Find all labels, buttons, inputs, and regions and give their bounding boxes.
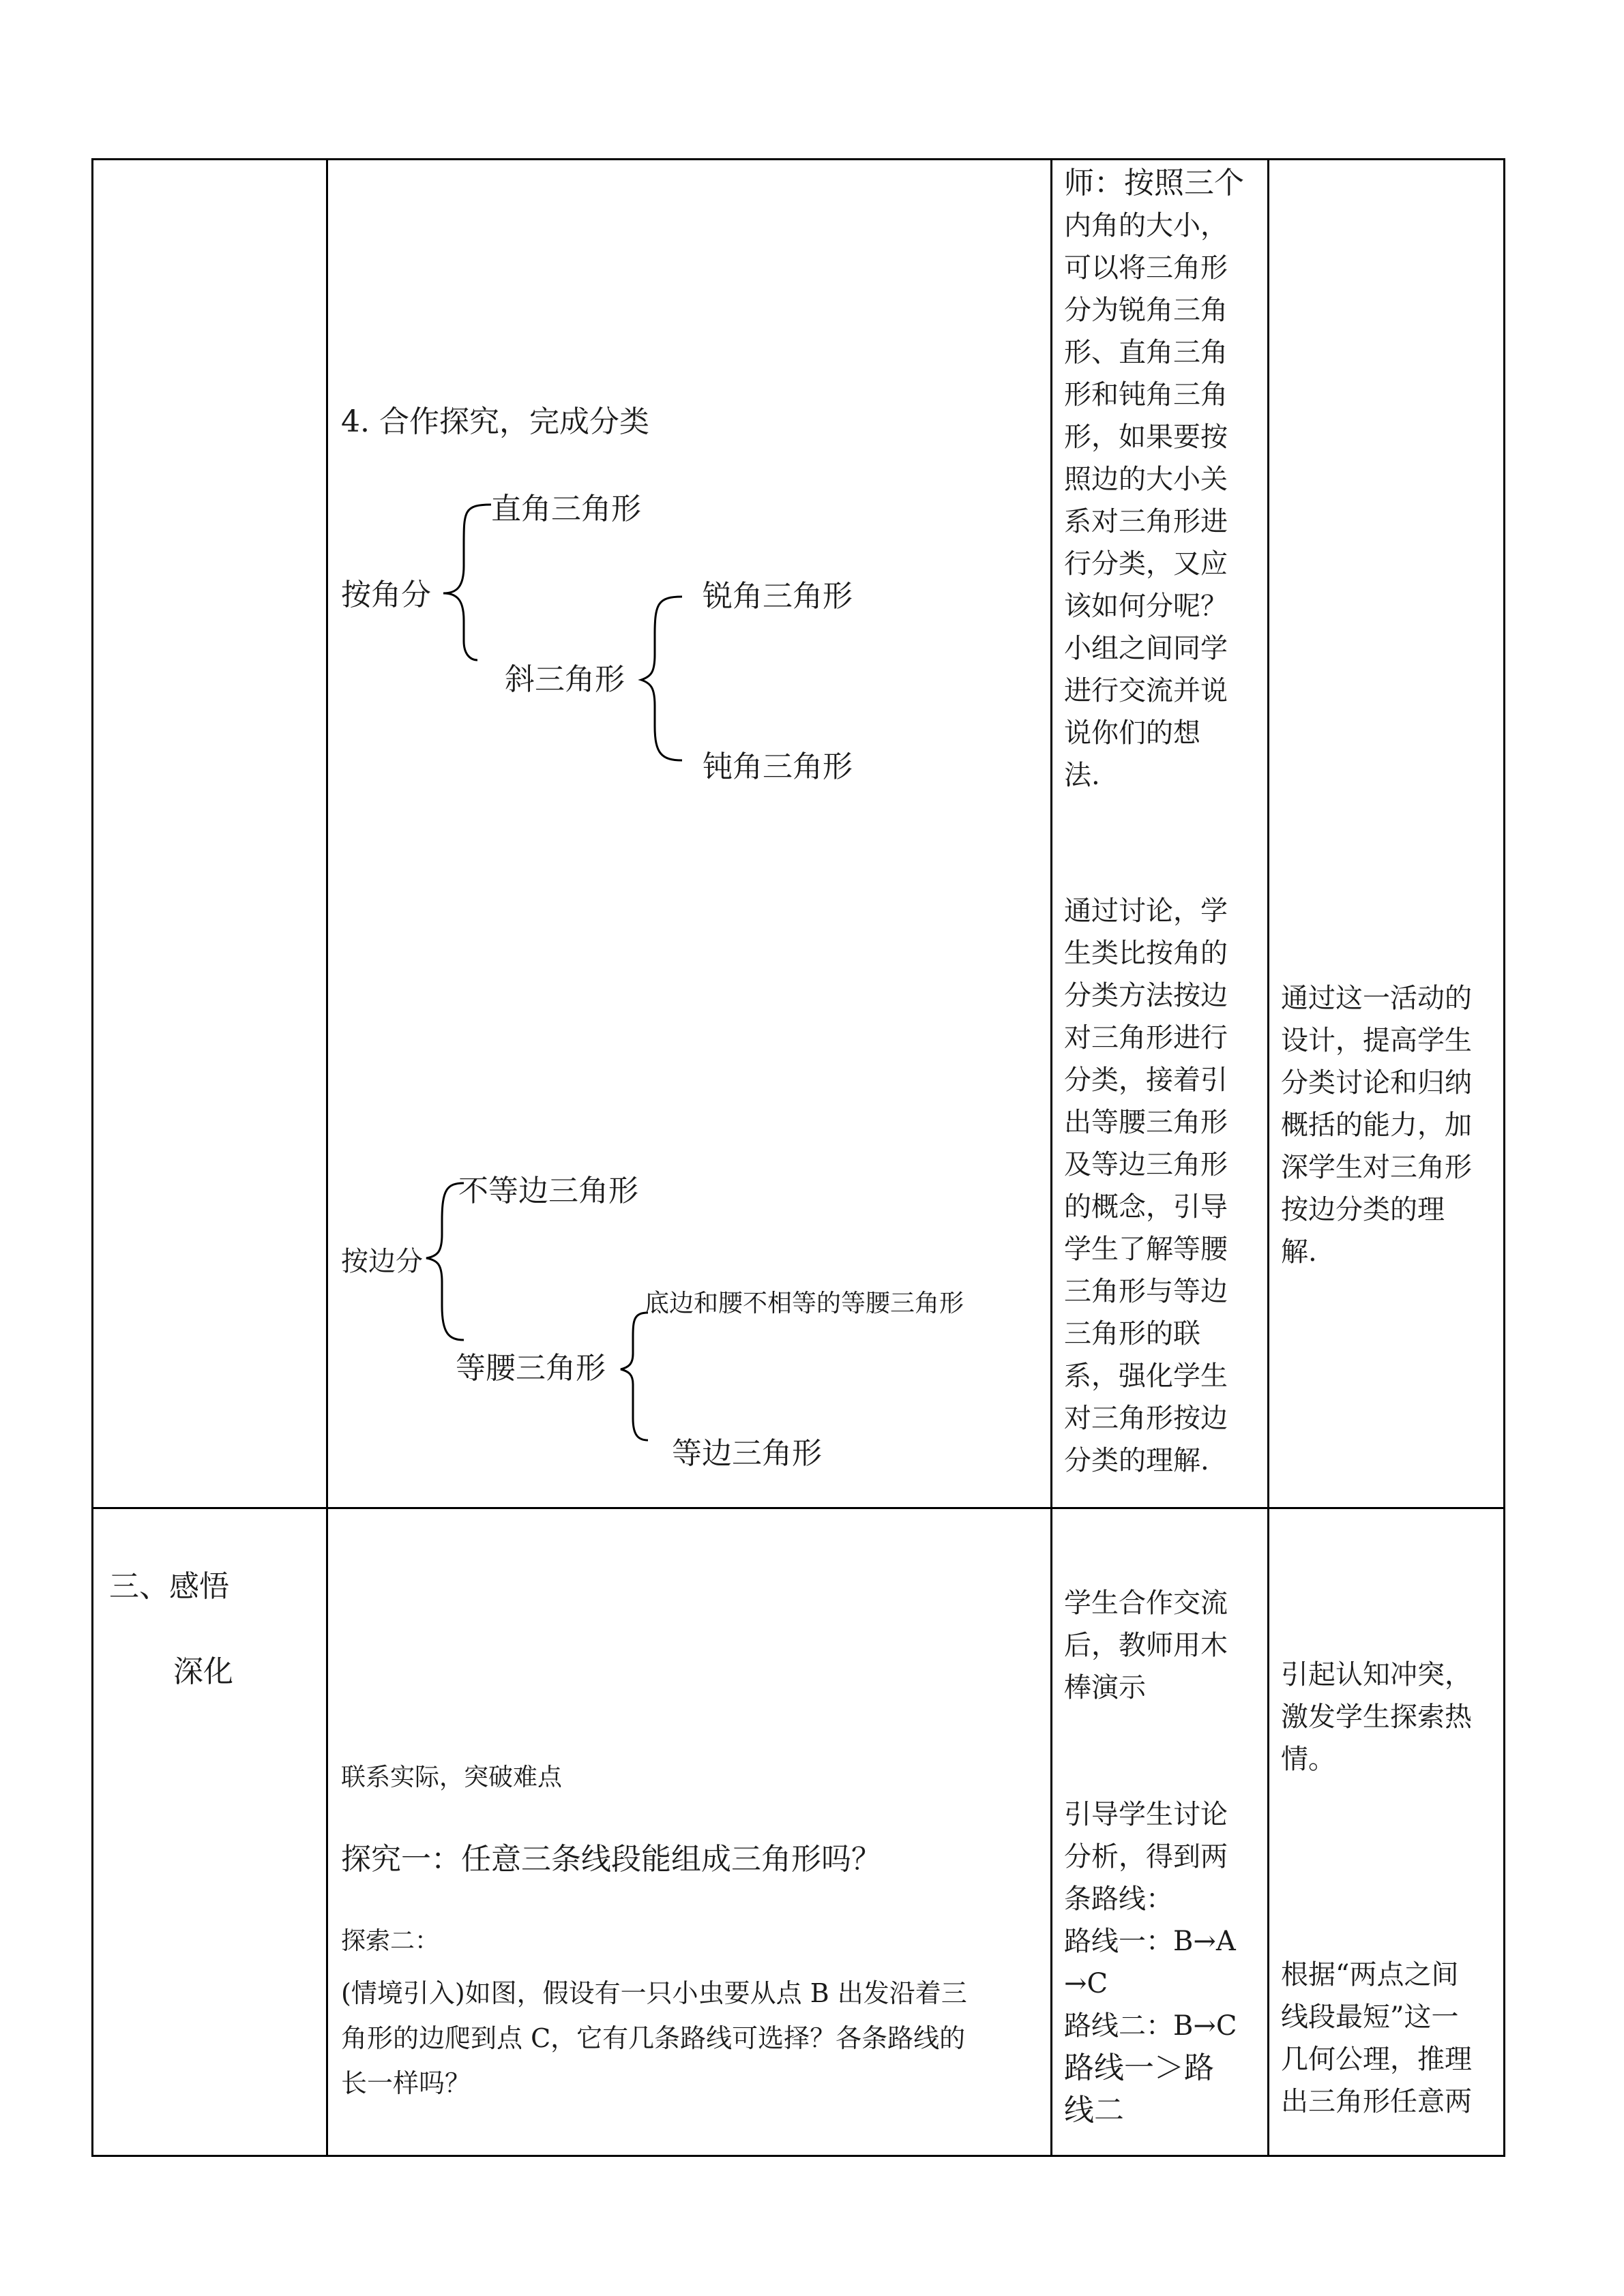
design-intent-1 — [1281, 977, 1499, 1273]
route-one: 路线一：B→A — [1064, 1926, 1236, 1957]
student-line: 生类比按角的 — [1064, 938, 1228, 969]
isosceles-triangle: 等腰三角形 — [456, 1351, 606, 1386]
activity-line: 分析，得到两 — [1064, 1841, 1228, 1873]
activity-line: 学生合作交流 — [1064, 1587, 1228, 1619]
angle-brace — [443, 505, 491, 660]
activity-a — [1064, 1582, 1262, 1709]
student-line: 的概念，引导 — [1064, 1191, 1228, 1223]
scenario-line: 角形的边爬到点 C，它有几条路线可选择？各条路线的 — [341, 2023, 966, 2053]
intent-line: 设计，提高学生 — [1281, 1025, 1472, 1056]
teacher-activity — [1064, 162, 1262, 796]
activity-line: 引导学生讨论 — [1064, 1799, 1228, 1830]
explore-one: 探究一：任意三条线段能组成三角形吗？ — [341, 1842, 881, 1877]
activity-line: 条路线： — [1064, 1883, 1173, 1915]
section1-heading: 4. 合作探究，完成分类 — [341, 404, 649, 439]
activity-b — [1064, 1793, 1262, 2132]
intent-line: 通过这一活动的 — [1281, 983, 1472, 1014]
teacher-line: 内角的大小， — [1064, 210, 1228, 241]
iso-not-equilateral: 底边和腰不相等的等腰三角形 — [645, 1289, 964, 1317]
explore-two: 探索二： — [341, 1927, 440, 1955]
student-line: 通过讨论，学 — [1064, 895, 1228, 927]
student-line: 三角形的联 — [1064, 1318, 1200, 1350]
intent-line: 引起认知冲突， — [1281, 1659, 1472, 1690]
student-activity — [1064, 890, 1262, 1482]
teacher-line: 该如何分呢？ — [1064, 591, 1228, 622]
intent-line: 出三角形任意两 — [1281, 2086, 1472, 2117]
intent-line: 情。 — [1281, 1744, 1335, 1775]
intent-line: 激发学生探索热 — [1281, 1701, 1472, 1733]
activity-line: 后，教师用木 — [1064, 1630, 1228, 1661]
intent-line: 几何公理，推理 — [1281, 2044, 1472, 2075]
oblique-brace — [641, 597, 682, 760]
oblique-triangle: 斜三角形 — [505, 662, 625, 697]
teacher-line: 形、直角三角 — [1064, 337, 1228, 368]
teacher-line: 法. — [1064, 760, 1100, 791]
student-line: 出等腰三角形 — [1064, 1107, 1228, 1138]
student-line: 分类，接着引 — [1064, 1064, 1228, 1096]
student-line: 分类方法按边 — [1064, 980, 1228, 1011]
student-line: 系，强化学生 — [1064, 1360, 1228, 1392]
intent-line: 分类讨论和归纳 — [1281, 1067, 1472, 1099]
teacher-line: 系对三角形进 — [1064, 506, 1228, 537]
stage-label-line1: 三、感悟 — [109, 1569, 229, 1604]
right-triangle: 直角三角形 — [491, 492, 641, 526]
isosceles-brace — [621, 1313, 648, 1440]
teacher-line: 行分类，又应 — [1064, 548, 1228, 580]
intent-line: 线段最短”这一 — [1281, 2001, 1459, 2033]
activity-line: 棒演示 — [1064, 1672, 1146, 1703]
intent-line: 解. — [1281, 1236, 1317, 1268]
student-line: 对三角形进行 — [1064, 1022, 1228, 1054]
scalene-triangle: 不等边三角形 — [458, 1174, 638, 1208]
scenario-line: 长一样吗？ — [341, 2068, 471, 2098]
design-intent-b — [1281, 1954, 1499, 2123]
student-line: 分类的理解. — [1064, 1445, 1209, 1476]
route-two: 路线二：B→C — [1064, 2010, 1237, 2042]
intent-line: 按边分类的理 — [1281, 1194, 1445, 1225]
scenario-line: (情境引入)如图，假设有一只小虫要从点 B 出发沿着三 — [341, 1978, 967, 2008]
equilateral-triangle: 等边三角形 — [672, 1436, 822, 1471]
obtuse-triangle: 钝角三角形 — [703, 749, 853, 784]
teacher-line: 师：按照三个 — [1064, 166, 1244, 200]
student-line: 对三角形按边 — [1064, 1403, 1228, 1434]
teacher-line: 小组之间同学 — [1064, 633, 1228, 664]
intent-line: 概括的能力，加 — [1281, 1109, 1472, 1141]
student-line: 学生了解等腰 — [1064, 1234, 1228, 1265]
side-label: 按边分 — [341, 1246, 423, 1277]
teacher-line: 进行交流并说 — [1064, 675, 1228, 706]
stage-label-line2: 深化 — [173, 1654, 233, 1689]
route-one-cont: →C — [1064, 1968, 1108, 1999]
teacher-line: 照边的大小关 — [1064, 464, 1228, 495]
acute-triangle: 锐角三角形 — [703, 579, 853, 614]
scenario-text — [341, 1971, 1044, 2106]
section2-title: 联系实际，突破难点 — [341, 1763, 563, 1791]
teacher-line: 可以将三角形 — [1064, 252, 1228, 284]
intent-line: 深学生对三角形 — [1281, 1152, 1472, 1183]
teacher-line: 说你们的想 — [1064, 717, 1200, 749]
student-line: 及等边三角形 — [1064, 1149, 1228, 1180]
angle-label: 按角分 — [341, 578, 431, 612]
teacher-line: 分为锐角三角 — [1064, 295, 1228, 326]
student-line: 三角形与等边 — [1064, 1276, 1228, 1307]
teacher-line: 形和钝角三角 — [1064, 379, 1228, 411]
teacher-line: 形，如果要按 — [1064, 421, 1228, 453]
design-intent-a — [1281, 1654, 1499, 1780]
intent-line: 根据“两点之间 — [1281, 1959, 1459, 1991]
route-compare-1: 路线一＞路 — [1064, 2051, 1214, 2085]
route-compare-2: 线二 — [1064, 2093, 1124, 2128]
